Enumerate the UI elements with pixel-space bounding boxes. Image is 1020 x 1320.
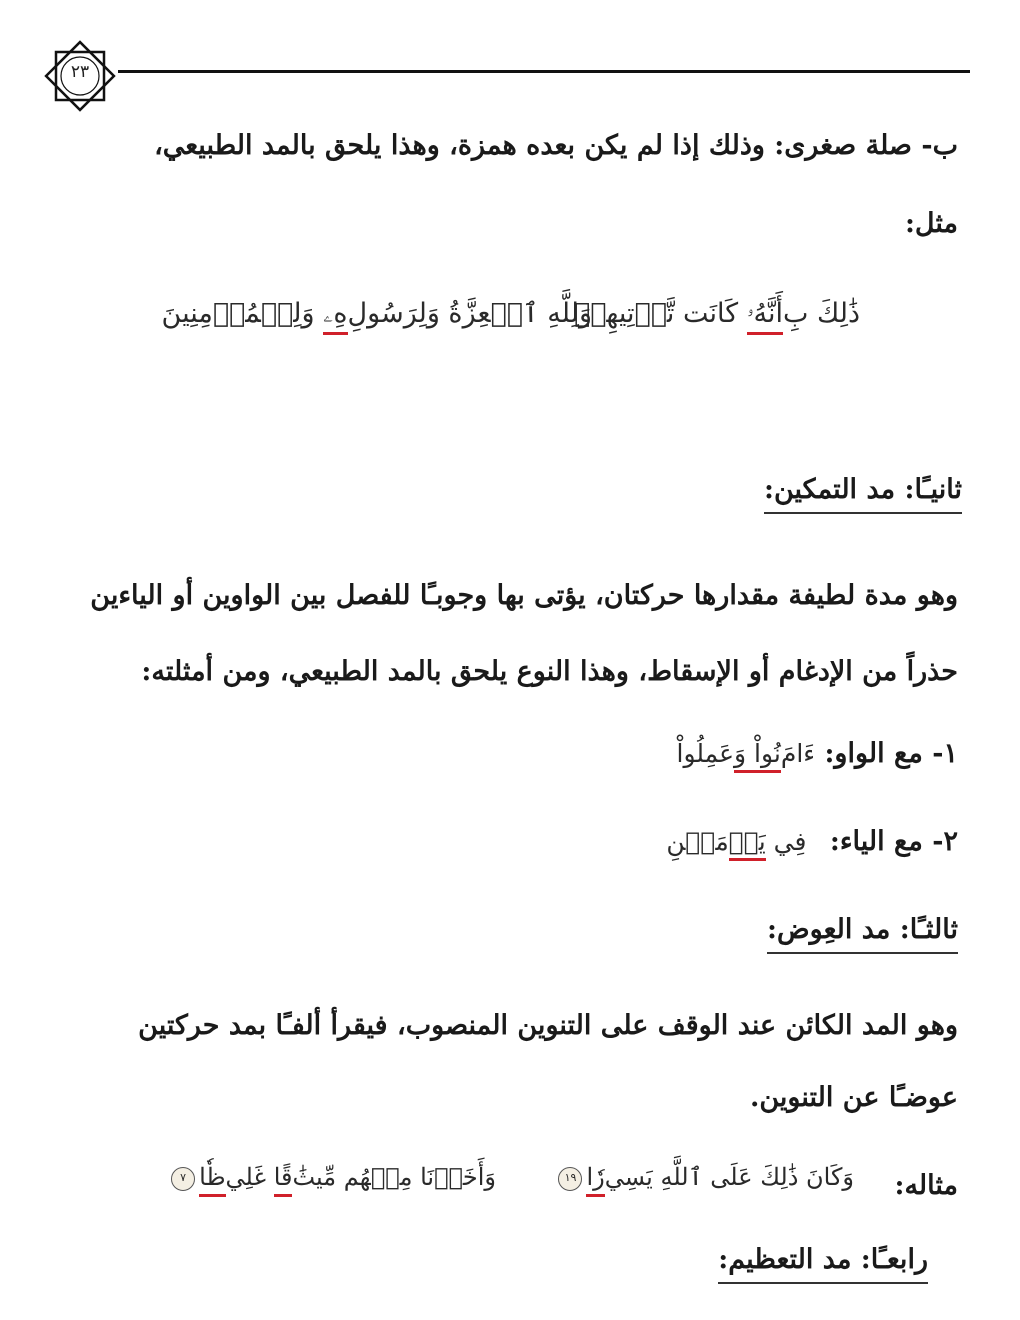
- highlighted-letter: نُواْ وَ: [734, 739, 781, 773]
- item-label: ١- مع الواو:: [824, 738, 958, 769]
- highlighted-letter: هِۦ: [323, 296, 347, 335]
- quran-text: وَلِلۡمُؤۡمِنِينَ: [161, 298, 324, 329]
- section-2-paragraph-line2: حذراً من الإدغام أو الإسقاط، وهذا النوع يلحق بالمد الطبيعي، ومن أمثلته:: [141, 656, 958, 687]
- highlighted-letter: قًا: [274, 1162, 293, 1197]
- section-b-line1: ب- صلة صغرى: وذلك إذا لم يكن بعده همزة، وهذا يلحق بالمد الطبيعي،: [154, 130, 958, 161]
- quran-example-ya: فِي يَوۡمَيۡنِ: [666, 827, 806, 856]
- quran-text: كَانَت تَّأۡتِيهِمۡ: [574, 298, 747, 329]
- quran-text: وَأَخَذۡنَا مِنۡهُم مِّيثَٰ: [292, 1163, 496, 1191]
- section-2-item1: [677, 738, 959, 773]
- item-label: ٢- مع الياء:: [829, 826, 958, 857]
- section-2-item2: [666, 826, 958, 861]
- page-number: ٢٣: [70, 62, 90, 82]
- ayah-number-icon: ٧: [171, 1167, 195, 1191]
- highlighted-letter: ظٗا: [199, 1162, 225, 1197]
- section-2-paragraph-line1: وهو مدة لطيفة مقدارها حركتان، يؤتى بها وجوبـًا للفصل بين الواوين أو الياءين: [90, 580, 958, 611]
- quran-example-iwad1: [554, 1162, 854, 1197]
- quran-text: وَكَانَ ذَٰلِكَ عَلَى ٱللَّهِ يَسِي: [604, 1163, 854, 1191]
- section-heading-tamkeen: ثانيـًا: مد التمكين:: [764, 474, 962, 514]
- section-b-example-label: مثل:: [904, 208, 958, 239]
- section-3-paragraph-line2: عوضـًا عن التنوين.: [749, 1082, 958, 1113]
- quran-text: وَلِلَّهِ ٱلۡعِزَّةُ وَلِرَسُولِ: [347, 298, 592, 329]
- quran-text: ذَٰلِكَ بِ: [782, 298, 860, 329]
- section-3-paragraph-line1: وهو المد الكائن عند الوقف على التنوين المنصوب، فيقرأ ألفـًا بمد حركتين: [138, 1010, 958, 1041]
- highlighted-letter: أَنَّهُۥ: [747, 296, 783, 335]
- section-heading-iwad: ثالثـًا: مد العِوض:: [767, 914, 958, 954]
- quran-example-iwad2: [167, 1162, 496, 1197]
- section-heading-taazeem: رابعـًا: مد التعظيم:: [718, 1244, 928, 1284]
- ayah-number-icon: ١٩: [558, 1167, 582, 1191]
- highlighted-letter: يَوۡ: [729, 827, 766, 861]
- quran-example-b1: [574, 296, 860, 335]
- section-3-example-label: مثاله:: [894, 1170, 958, 1201]
- quran-example-b2: [162, 296, 592, 335]
- quran-example-waw: ءَامَنُواْ وَعَمِلُواْ: [677, 739, 816, 768]
- quran-text: غَلِي: [225, 1163, 274, 1191]
- highlighted-letter: رٗا: [586, 1162, 604, 1197]
- header-rule: [118, 70, 970, 73]
